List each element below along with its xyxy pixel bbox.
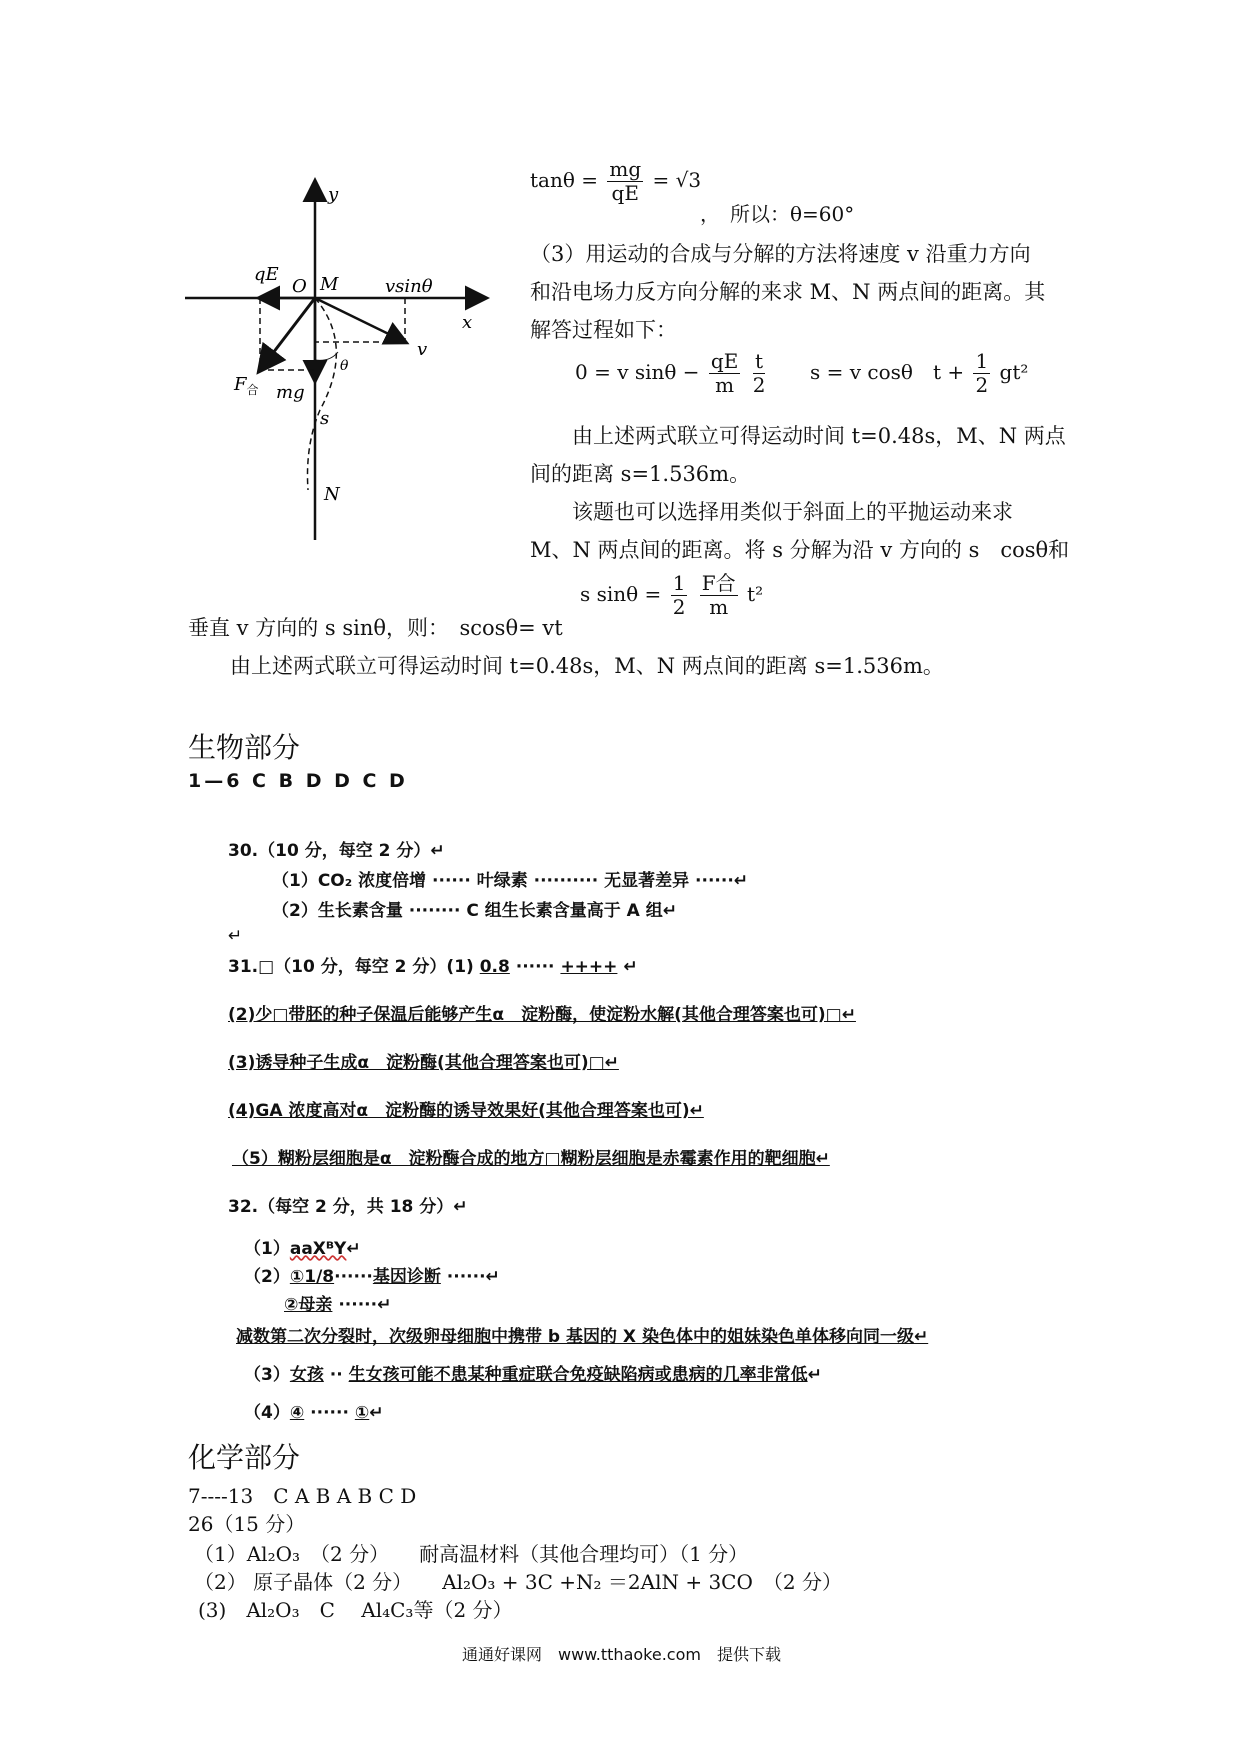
mg-label: mg: [276, 382, 305, 403]
q31-part4: (4)GA 浓度高对α 淀粉酶的诱导效果好(其他合理答案也可)↵: [228, 1101, 704, 1121]
q32-part2: （2）①1/8······基因诊断 ······↵: [244, 1267, 500, 1287]
v-label: v: [417, 339, 428, 360]
qE-label: qE: [254, 264, 279, 285]
q26-part3: (3) Al₂O₃ C Al₄C₃等（2 分）: [198, 1598, 513, 1622]
x-label: x: [462, 312, 473, 333]
alt-method-line3: 垂直 v 方向的 s sinθ，则： scosθ= vt: [188, 616, 563, 640]
q31-answer-1: 0.8: [479, 957, 510, 977]
O-label: O: [292, 276, 307, 297]
result-1-line2: 间的距离 s=1.536m。: [530, 462, 751, 486]
q32-part1: （1）aaXᴮY↵: [244, 1239, 361, 1259]
theta-arc: [315, 352, 338, 360]
equation-1: 0 = v sinθ − $\frac{qE}{m}$ $\frac{t}{2}$: [575, 349, 766, 397]
q32-part3: （3）女孩 ·· 生女孩可能不患某种重症联合免疫缺陷病或患病的几率非常低↵: [244, 1365, 822, 1385]
force-diagram: [180, 170, 510, 550]
dashed-lines: [260, 298, 405, 370]
q31-part5: （5）糊粉层细胞是α 淀粉酶合成的地方□糊粉层细胞是赤霉素作用的靶细胞↵: [232, 1149, 830, 1169]
q31-part3: (3)诱导种子生成α 淀粉酶(其他合理答案也可)□↵: [228, 1053, 619, 1073]
M-label: M: [320, 274, 339, 295]
chemistry-mc-answers: 7----13 C A B A B C D: [188, 1484, 417, 1508]
q30-title: 30.（10 分，每空 2 分）↵: [228, 841, 445, 861]
so-theta: ， 所以：θ=60°: [700, 202, 855, 226]
y-label: y: [328, 184, 339, 205]
q30-part2: （2）生长素含量 ········ C 组生长素含量高于 A 组↵: [272, 901, 677, 921]
part3-line1: （3）用运动的合成与分解的方法将速度 v 沿重力方向: [530, 242, 1031, 266]
tan-denominator: qE: [611, 181, 639, 205]
genotype-answer: aaXᴮY: [289, 1239, 347, 1259]
q31-title: 31.□（10 分，每空 2 分）(1) 0.8 ······ ++++ ↵: [228, 957, 638, 977]
q32-meiosis-answer: 减数第二次分裂时，次级卵母细胞中携带 b 基因的 X 染色体中的姐妹染色单体移向同一级↵: [236, 1327, 929, 1347]
q31-part2: (2)少□带胚的种子保温后能够产生α 淀粉酶，使淀粉水解(其他合理答案也可)□↵: [228, 1005, 856, 1025]
F-label: $F_合$: [234, 374, 259, 397]
s-label: s: [320, 408, 330, 429]
theta-label: θ: [340, 358, 349, 374]
biology-heading: 生物部分: [188, 731, 301, 764]
q32-part4: （4）④ ······ ①↵: [244, 1403, 384, 1423]
result-2: 由上述两式联立可得运动时间 t=0.48s，M、N 两点间的距离 s=1.536m。: [230, 654, 944, 678]
N-label: N: [324, 484, 340, 505]
q32-part2-b: ②母亲 ······↵: [284, 1295, 392, 1315]
trajectory: [308, 298, 337, 490]
tan-numerator: mg: [609, 157, 642, 181]
q32-title: 32.（每空 2 分，共 18 分）↵: [228, 1197, 468, 1217]
result-1-line1: 由上述两式联立可得运动时间 t=0.48s，M、N 两点: [572, 424, 1066, 448]
vsin-label: vsinθ: [385, 276, 433, 297]
q31-answer-2: ++++: [560, 957, 618, 977]
alt-method-line2: M、N 两点间的距离。将 s 分解为沿 v 方向的 s cosθ和: [530, 538, 1070, 562]
tan-equation: tanθ = $\frac{mg}{qE}$ = √3: [530, 157, 702, 205]
footer-source: 通通好课网 www.tthaoke.com 提供下载: [462, 1645, 781, 1664]
part3-line2: 和沿电场力反方向分解的来求 M、N 两点间的距离。其: [530, 280, 1046, 304]
alt-method-line1: 该题也可以选择用类似于斜面上的平抛运动来求: [572, 500, 1013, 524]
F-arrow: [260, 298, 315, 370]
chemistry-heading: 化学部分: [188, 1441, 301, 1474]
q26-part1: （1）Al₂O₃ （2 分） 耐高温材料（其他合理均可）（1 分）: [194, 1542, 749, 1566]
biology-mc-answers: 1—6 C B D D C D: [188, 770, 408, 792]
part3-line3: 解答过程如下：: [530, 318, 677, 342]
equation-2: s = v cosθ t + $\frac{1}{2}$ gt²: [810, 349, 1029, 397]
q30-part1: （1）CO₂ 浓度倍增 ······ 叶绿素 ·········· 无显著差异 ······↵: [272, 871, 749, 891]
blank-paragraph-mark: ↵: [228, 926, 243, 946]
q26-title: 26（15 分）: [188, 1512, 306, 1536]
q26-part2: （2） 原子晶体（2 分） Al₂O₃ + 3C +N₂ ＝2AlN + 3CO （2 分）: [194, 1570, 842, 1594]
equation-3: s sinθ = $\frac{1}{2}$ $\frac{\text{F合}}{m}$ t²: [580, 571, 764, 619]
